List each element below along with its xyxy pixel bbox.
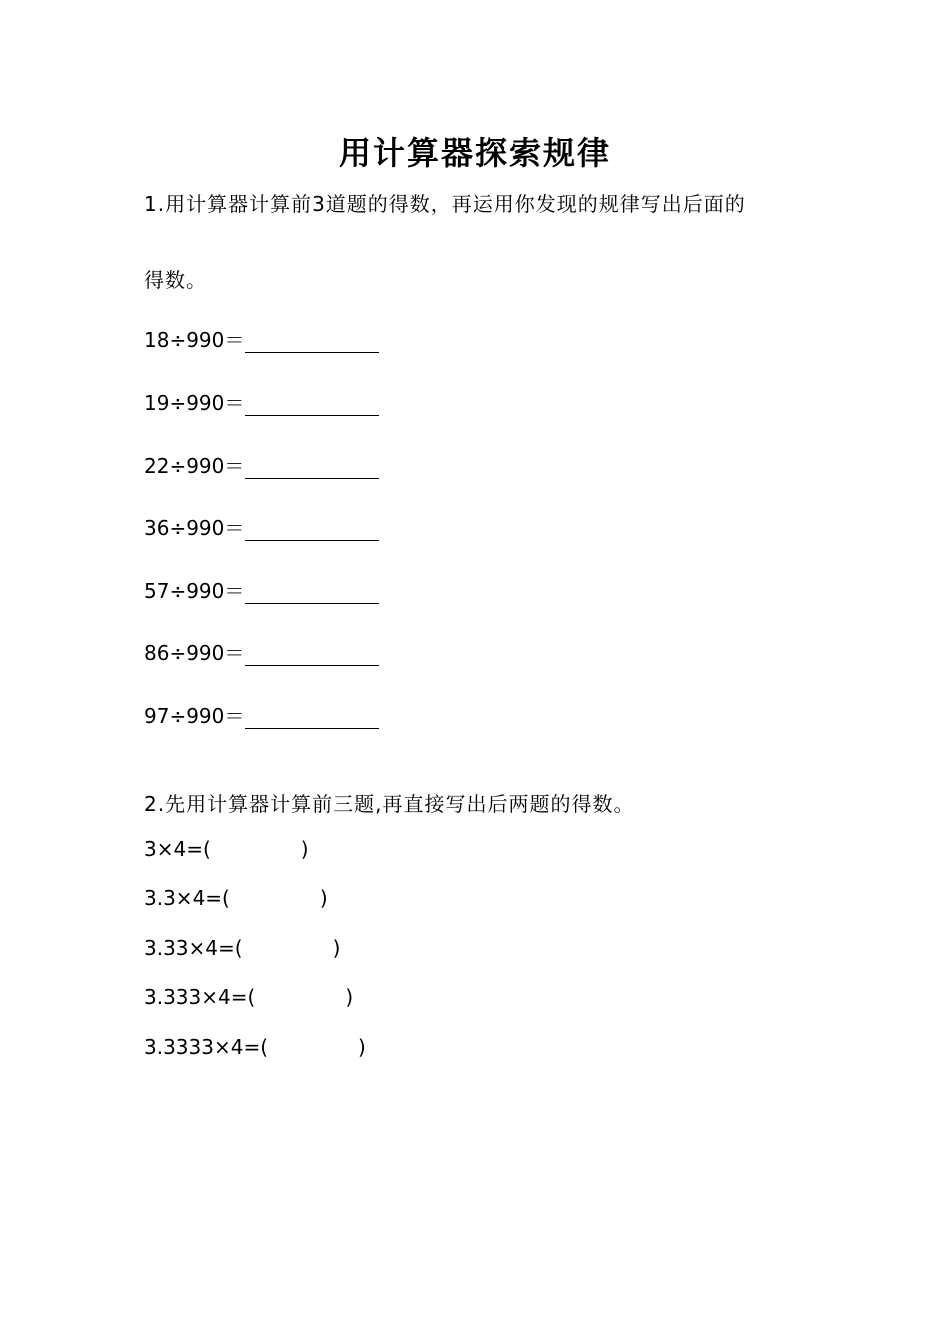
division-expression: 36÷990＝ [144, 516, 245, 540]
division-item [144, 700, 379, 729]
answer-blank[interactable] [245, 328, 379, 353]
division-expression: 18÷990＝ [144, 328, 245, 352]
close-paren: ) [300, 837, 309, 861]
page-title: 用计算器探索规律 [338, 134, 611, 172]
close-paren: ) [319, 886, 328, 910]
multiplication-item [144, 985, 353, 1009]
division-expression: 86÷990＝ [144, 641, 245, 665]
division-item [144, 512, 379, 541]
multiplication-item [144, 1035, 366, 1059]
answer-blank[interactable] [245, 454, 379, 479]
answer-blank[interactable] [245, 516, 379, 541]
division-expression: 97÷990＝ [144, 704, 245, 728]
multiplication-expression: 3×4=( [144, 837, 211, 861]
division-item [144, 637, 379, 666]
close-paren: ) [332, 936, 341, 960]
question-2-prompt: 2.先用计算器计算前三题,再直接写出后两题的得数。 [144, 792, 635, 816]
division-expression: 57÷990＝ [144, 579, 245, 603]
multiplication-item [144, 837, 309, 861]
multiplication-expression: 3.333×4=( [144, 985, 256, 1009]
division-expression: 19÷990＝ [144, 391, 245, 415]
multiplication-expression: 3.3×4=( [144, 886, 230, 910]
answer-blank[interactable] [245, 579, 379, 604]
close-paren: ) [358, 1035, 366, 1059]
multiplication-item [144, 886, 328, 910]
close-paren: ) [345, 985, 354, 1009]
multiplication-expression: 3.3333×4=( [144, 1035, 269, 1059]
question-1-prompt-cont: 得数。 [144, 268, 207, 292]
division-expression: 22÷990＝ [144, 454, 245, 478]
division-item [144, 450, 379, 479]
division-item [144, 575, 379, 604]
multiplication-item [144, 936, 340, 960]
answer-blank[interactable] [245, 641, 379, 666]
division-item [144, 324, 379, 353]
question-1-prompt: 1.用计算器计算前3道题的得数，再运用你发现的规律写出后面的 [144, 192, 746, 216]
answer-blank[interactable] [245, 704, 379, 729]
answer-blank[interactable] [245, 391, 379, 416]
multiplication-expression: 3.33×4=( [144, 936, 243, 960]
division-item [144, 387, 379, 416]
